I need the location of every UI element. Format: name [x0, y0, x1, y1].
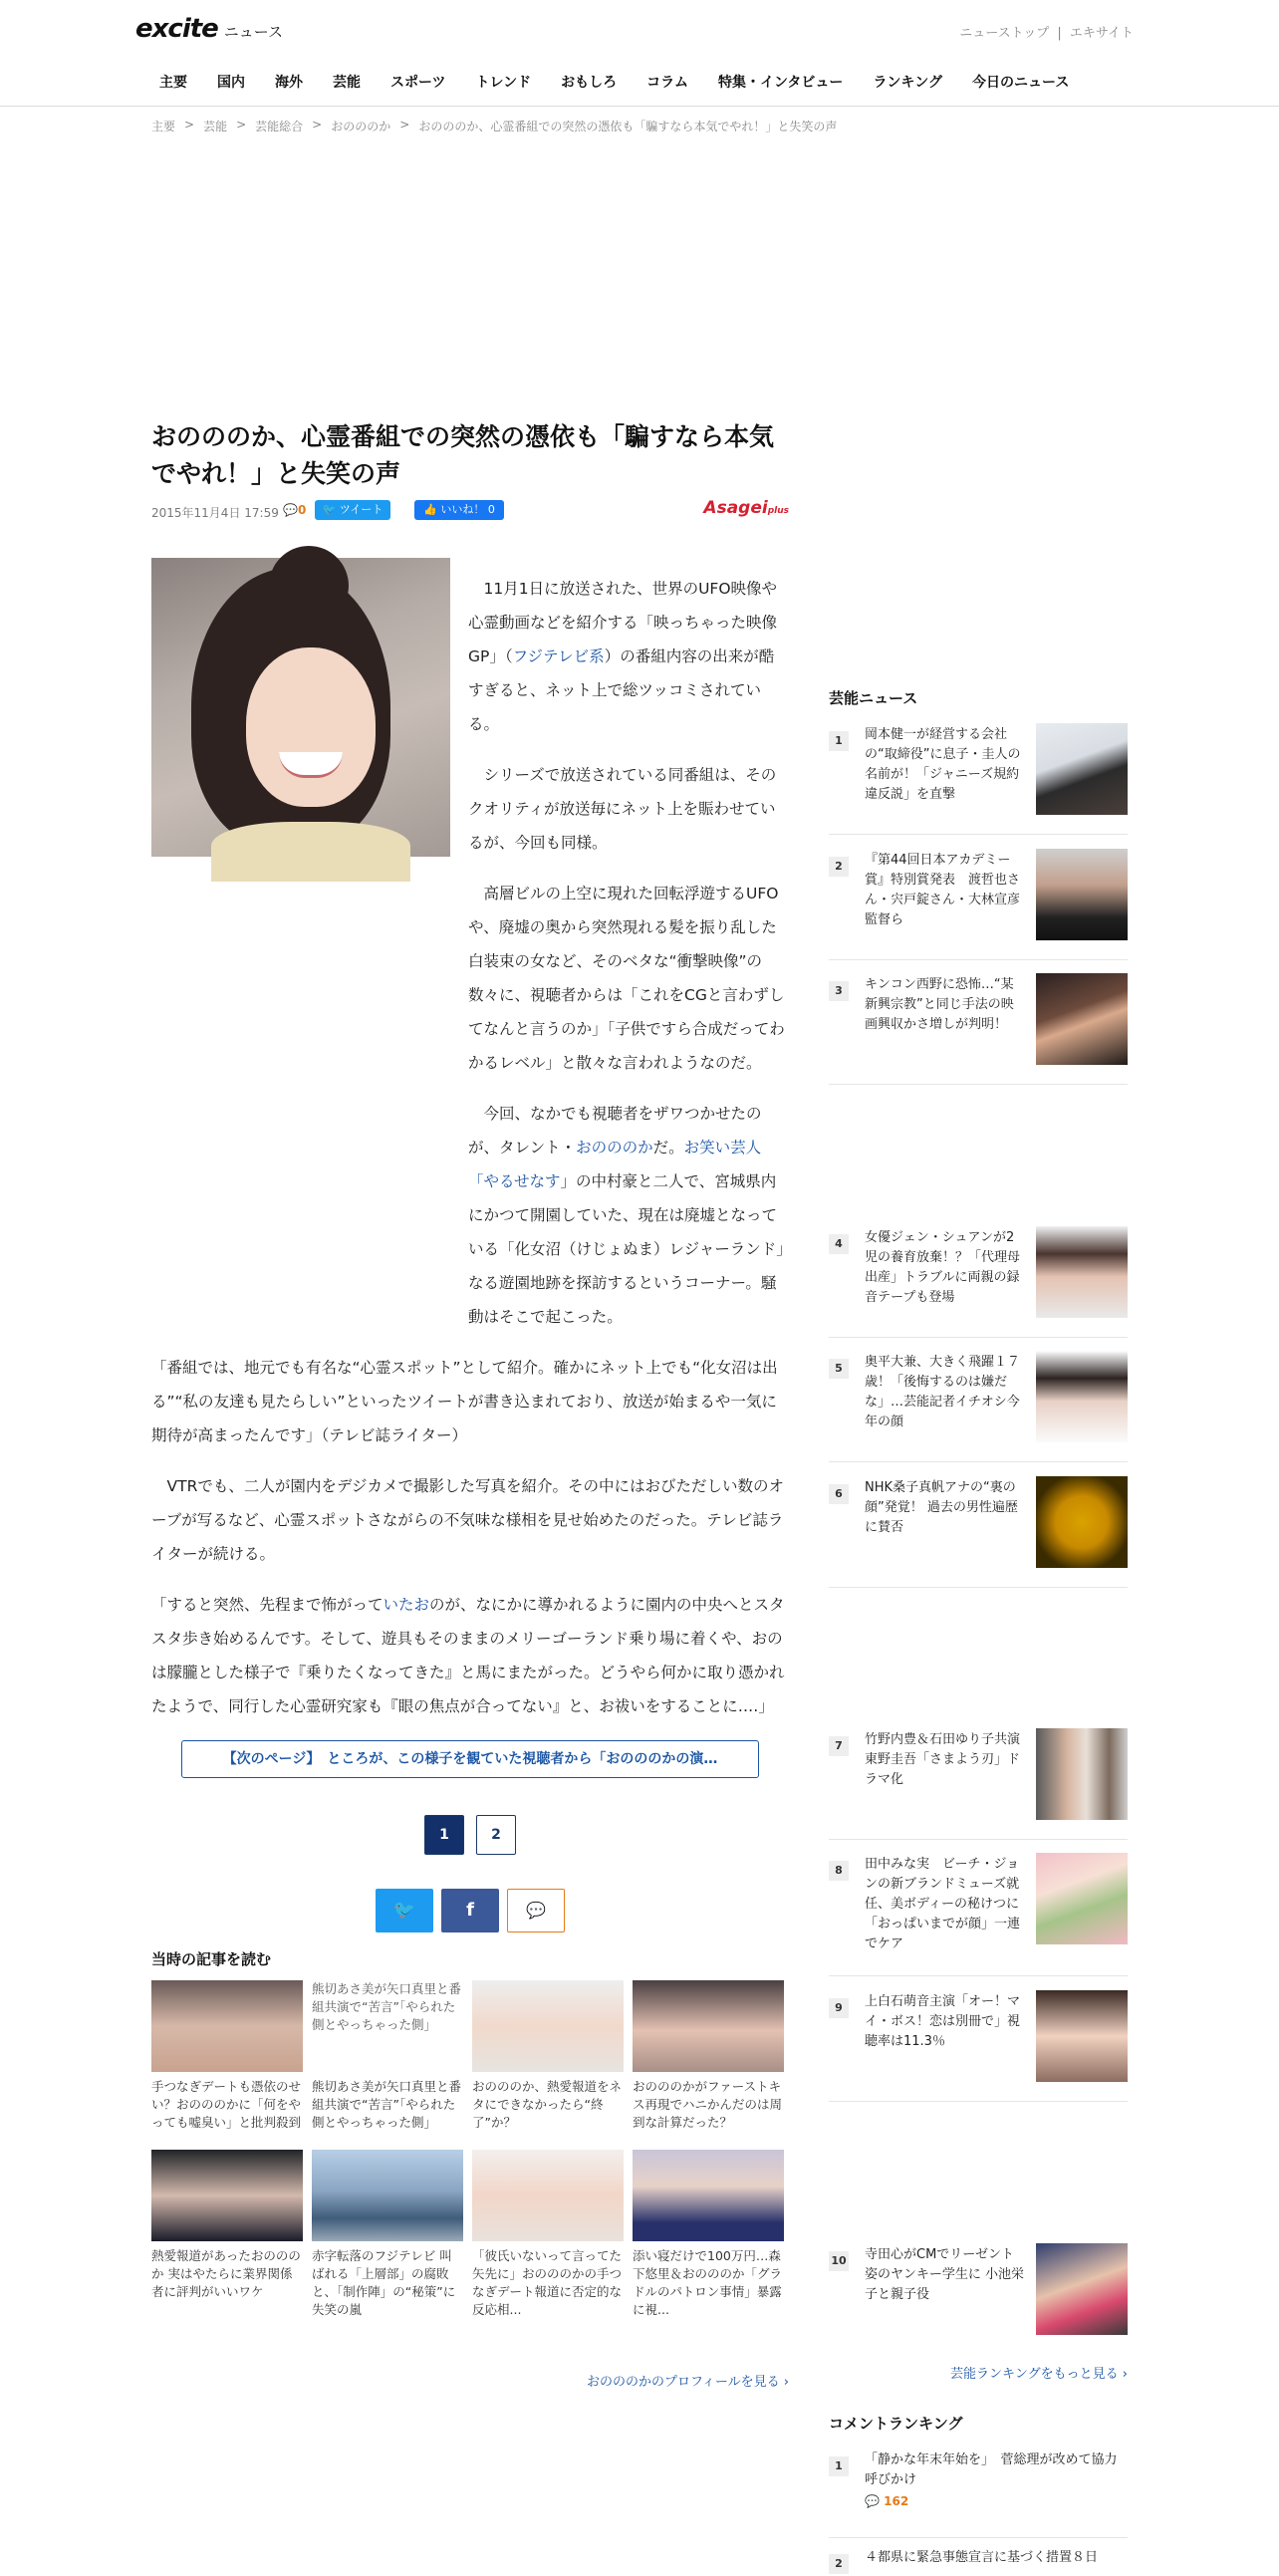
rank-number: 9	[829, 1998, 849, 2018]
rank-headline: 「静かな年末年始を」 菅総理が改めて協力呼びかけ	[865, 2452, 1118, 2487]
nav-item-funny[interactable]: おもしろ	[561, 75, 618, 91]
related-item[interactable]	[633, 2150, 784, 2319]
related-thumbnail	[472, 1980, 624, 2072]
paragraph-1	[468, 558, 789, 741]
logo-sub: ニュース	[223, 23, 284, 41]
onononoka-link[interactable]: おのののか	[576, 1139, 653, 1157]
article-photo	[151, 558, 450, 857]
breadcrumb-item[interactable]: 主要	[151, 120, 176, 133]
p4-text-c: 」の中村豪と二人で、宮城県内にかつて開園していた、現在は廃墟となっている「化女沼（けじょぬま）レジャーランド」なる遊園地跡を探訪するというコーナー。騒動はそこで起こった。	[468, 1172, 785, 1326]
nav-item-ranking[interactable]: ランキング	[873, 75, 943, 91]
profile-link[interactable]: おのののかのプロフィールを見る ›	[586, 2375, 789, 2390]
tweet-label: ツイート	[339, 503, 384, 516]
photo-face	[246, 647, 376, 807]
pagination	[151, 1815, 789, 1855]
photo-shoulder	[211, 822, 410, 882]
article-meta	[151, 500, 789, 530]
rank-thumbnail	[1036, 1853, 1128, 1944]
rank-thumbnail	[1036, 723, 1128, 815]
twitter-icon: 🐦	[322, 503, 340, 516]
related-thumbnail	[151, 1980, 303, 2072]
nav-item-today[interactable]: 今日のニュース	[972, 75, 1070, 91]
related-item[interactable]	[151, 2150, 303, 2319]
related-thumbnail-alt: 熊切あさ美が矢口真里と番組共演で“苦言”「やられた側とやっちゃった側」	[312, 1981, 462, 2032]
related-item[interactable]	[633, 1980, 784, 2132]
rank-thumbnail	[1036, 1990, 1128, 2082]
related-item-title: 「彼氏いないって言ってた矢先に」おのののかの手つなぎデート報道に否定的な反応相...	[472, 2248, 623, 2317]
rank-thumbnail	[1036, 1351, 1128, 1442]
ranking-item[interactable]	[829, 1226, 1128, 1338]
related-thumbnail	[472, 2150, 624, 2241]
p4-text-b: だ。	[652, 1139, 684, 1157]
related-item-title: 赤字転落のフジテレビ 叫ばれる「上層部」の腐敗と、「制作陣」の“秘策”に失笑の嵐	[312, 2248, 456, 2317]
comment-ranking-item[interactable]	[829, 2448, 1128, 2538]
rank-thumbnail	[1036, 1728, 1128, 1820]
rank-number: 2	[829, 857, 849, 877]
related-item-title: 添い寝だけで100万円…森下悠里＆おのののか「グラドルのパトロン事情」暴露に視...	[633, 2248, 783, 2317]
nav-item-sports[interactable]: スポーツ	[390, 75, 446, 91]
site-header	[0, 0, 1279, 107]
breadcrumb-item[interactable]: 芸能総合	[255, 120, 304, 133]
breadcrumb-current: おのののか、心霊番組での突然の憑依も「騙すなら本気でやれ！」と失笑の声	[418, 120, 838, 133]
article-body	[151, 558, 789, 1778]
rank-thumbnail	[1036, 973, 1128, 1065]
rank-headline: 『第44回日本アカデミー賞』特別賞発表 渡哲也さん・宍戸錠さん・大林宣彦監督ら	[865, 853, 1021, 927]
rank-headline: 竹野内豊＆石田ゆり子共演 東野圭吾「さまよう刃」ドラマ化	[865, 1732, 1021, 1787]
ranking-title: 芸能ニュース	[829, 689, 918, 707]
rank-number: 1	[829, 731, 849, 751]
rank-headline: 岡本健一が経営する会社の“取締役”に息子・圭人の名前が！「ジャニーズ規約違反説」を直撃	[865, 727, 1021, 802]
rank-number: 3	[829, 981, 849, 1001]
ranking-item[interactable]	[829, 849, 1128, 960]
itao-link[interactable]: いたお	[383, 1596, 430, 1614]
ranking-item[interactable]	[829, 1476, 1128, 1588]
related-item[interactable]	[472, 1980, 624, 2132]
ranking-item[interactable]	[829, 1853, 1128, 1976]
related-item-title: 手つなぎデートも憑依のせい？おのののかに「何をやっても嘘臭い」と批判殺到	[151, 2079, 302, 2130]
share-buttons	[151, 1889, 789, 1932]
thumbs-up-icon: 👍	[423, 503, 441, 516]
rank-number: 5	[829, 1359, 849, 1379]
breadcrumb	[151, 118, 837, 134]
rank-number: 7	[829, 1736, 849, 1756]
breadcrumb-sep: >	[184, 118, 195, 131]
related-thumbnail	[312, 2150, 463, 2241]
rank-number: 4	[829, 1234, 849, 1254]
rank-number: 2	[829, 2554, 849, 2574]
publish-date: 2015年11月4日 17:59	[151, 506, 279, 520]
related-item-title: 熱愛報道があったおのののか 実はやたらに業界関係者に評判がいいワケ	[151, 2248, 301, 2299]
ranking-item[interactable]	[829, 723, 1128, 835]
rank-number: 1	[829, 2456, 849, 2476]
related-title: 当時の記事を読む	[151, 1950, 272, 1968]
nav-item-entertainment[interactable]: 芸能	[333, 75, 361, 91]
page-1-button[interactable]: 1	[424, 1815, 464, 1855]
rank-headline: ４都県に緊急事態宣言に基づく措置８日	[865, 2550, 1099, 2565]
related-item-title: 熊切あさ美が矢口真里と番組共演で“苦言”「やられた側とやっちゃった側」	[312, 2079, 462, 2130]
related-item-title: おのののか、熱愛報道をネタにできなかったら“終了”か？	[472, 2079, 623, 2130]
rank-headline: 奥平大兼、大きく飛躍１７歳！「後悔するのは嫌だな」…芸能記者イチオシ今年の顔	[865, 1355, 1021, 1429]
comment-ranking-title: コメントランキング	[829, 2415, 963, 2433]
comment-icon: 💬	[283, 503, 298, 517]
rank-thumbnail	[1036, 1476, 1128, 1568]
nav-item-main[interactable]: 主要	[159, 75, 187, 91]
rank-headline: 女優ジェン・シュアンが2児の養育放棄！？「代理母出産」トラブルに両親の録音テープも登場	[865, 1230, 1021, 1305]
paragraph-3: 高層ビルの上空に現れた回転浮遊するUFOや、廃墟の奥から突然現れる髪を振り乱した白装束の女など、そのベタな“衝撃映像”の数々に、視聴者からは「これをCGと言わずしてなんと言うのか」「子供ですら合成だってわかるレベル」と散々な言われようなのだ。	[468, 885, 785, 1072]
rank-number: 10	[829, 2251, 849, 2271]
p4-text-a: 今回、なかでも視聴者をザワつかせたのが、タレント・	[468, 1105, 762, 1157]
source-name: Asagei	[703, 498, 768, 518]
rank-number: 8	[829, 1861, 849, 1881]
related-grid	[151, 1980, 789, 2319]
facebook-share-icon[interactable]: f	[441, 1889, 499, 1932]
comment-count-value: 162	[884, 2494, 909, 2508]
related-item[interactable]	[312, 1980, 463, 2132]
comment-share-icon[interactable]: 💬	[507, 1889, 565, 1932]
tweet-button[interactable]	[315, 500, 390, 520]
nav-item-overseas[interactable]: 海外	[275, 75, 303, 91]
rank-headline: 上白石萌音主演「オー！マイ・ボス！恋は別冊で」視聴率は11.3％	[865, 1994, 1021, 2049]
p7-text-b: のが、なにかに導かれるように園内の中央へとスタスタ歩き始めるんです。そして、遊具もそのままのメリーゴーランド乗り場に着くや、おのは朦朧とした様子で『乗りたくなってきた』と馬にまたがった。どうやら何かに取り憑かれたようで、同行した心霊研究家も『眼の焦点が合ってない』と、お祓いをすることに‥‥」	[151, 1596, 785, 1715]
breadcrumb-item[interactable]: 芸能	[203, 120, 228, 133]
rank-thumbnail	[1036, 2243, 1128, 2335]
p7-text-a: 「すると突然、先程まで怖がって	[151, 1596, 384, 1614]
global-nav	[159, 72, 1069, 92]
related-item[interactable]	[472, 2150, 624, 2319]
comment-count[interactable]	[283, 503, 306, 517]
paragraph-6: VTRでも、二人が園内をデジカメで撮影した写真を紹介。その中にはおびただしい数のオーブが写るなど、心霊スポットさながらの不気味な様相を見せ始めたのだった。テレビ誌ライターが続ける。	[151, 1477, 785, 1563]
ranking-item[interactable]	[829, 1728, 1128, 1840]
fujitv-link[interactable]: フジテレビ系	[512, 647, 605, 665]
ranking-item[interactable]	[829, 973, 1128, 1085]
ranking-item[interactable]	[829, 1990, 1128, 2102]
nav-item-domestic[interactable]: 国内	[217, 75, 245, 91]
related-thumbnail	[633, 2150, 784, 2241]
p1-text-b: ）の番組内容の出来が酷すぎると、ネット上で総ツッコミされている。	[468, 647, 775, 733]
paragraph-2: シリーズで放送されている同番組は、そのクオリティが放送毎にネット上を賑わせているが、今回も同様。	[468, 766, 777, 852]
like-button[interactable]	[414, 500, 504, 520]
news-top-link[interactable]: ニューストップ	[959, 26, 1050, 41]
logo-mark: excite	[135, 14, 218, 44]
like-label: いいね！ 0	[440, 503, 495, 516]
breadcrumb-sep: >	[399, 118, 410, 131]
rank-headline: キンコン西野に恐怖…“某新興宗教”と同じ手法の映画興収かさ増しが判明！	[865, 977, 1014, 1032]
comment-count-value: 0	[297, 503, 307, 517]
comment-count-badge	[865, 2494, 908, 2508]
excite-link[interactable]: エキサイト	[1069, 26, 1134, 41]
next-page-button[interactable]: 【次のページ】 ところが、この様子を観ていた視聴者から「おのののかの演…	[181, 1740, 759, 1778]
paragraph-4	[151, 1097, 789, 1334]
related-item[interactable]	[151, 1980, 303, 2132]
source-sub: plus	[767, 506, 789, 516]
p1-text-a: 11月1日に放送された、世界のUFO映像や心霊動画などを紹介する「映っちゃった映像GP」（	[468, 580, 778, 665]
rank-thumbnail	[1036, 1226, 1128, 1318]
photo-hair-bun	[269, 546, 349, 626]
nav-item-trend[interactable]: トレンド	[475, 75, 532, 91]
related-thumbnail	[151, 2150, 303, 2241]
related-item[interactable]	[312, 2150, 463, 2319]
breadcrumb-item[interactable]: おのののか	[331, 120, 391, 133]
paragraph-5: 「番組では、地元でも有名な“心霊スポット”として紹介。確かにネット上でも“化女沼は出る”“私の友達も見たらしい”といったツイートが書き込まれており、放送が始まるや一気に期待が高まったんです」（テレビ誌ライター）	[151, 1359, 778, 1444]
breadcrumb-sep: >	[312, 118, 323, 131]
rank-thumbnail	[1036, 849, 1128, 940]
top-links	[957, 22, 1136, 41]
twitter-share-icon[interactable]: 🐦	[376, 1889, 433, 1932]
article-title: おのののか、心霊番組での突然の憑依も「騙すなら本気でやれ！」と失笑の声	[151, 422, 775, 488]
rank-headline: NHK桑子真帆アナの“裏の顔”発覚！ 過去の男性遍歴に賛否	[865, 1480, 1018, 1535]
comment-icon: 💬	[865, 2494, 885, 2508]
page-2-button[interactable]: 2	[476, 1815, 516, 1855]
related-item-title: おのののかがファーストキス再現でハニかんだのは周到な計算だった？	[633, 2079, 783, 2130]
article	[151, 418, 789, 1778]
paragraph-7	[151, 1588, 789, 1723]
rank-headline: 寺田心がCMでリーゼント姿のヤンキー学生に 小池栄子と親子役	[865, 2247, 1025, 2302]
more-ranking-link[interactable]: 芸能ランキングをもっと見る ›	[950, 2367, 1128, 2382]
comment-ranking-item[interactable]	[829, 2546, 1128, 2576]
breadcrumb-sep: >	[236, 118, 247, 131]
nav-item-feature[interactable]: 特集・インタビュー	[717, 75, 844, 91]
ranking-item[interactable]	[829, 1351, 1128, 1462]
ranking-item[interactable]	[829, 2243, 1128, 2343]
top-links-sep: |	[1057, 26, 1062, 41]
source-logo[interactable]	[703, 498, 789, 518]
yarusenasu-link[interactable]: お笑い芸人「やるせなす	[468, 1139, 762, 1190]
nav-item-column[interactable]: コラム	[646, 75, 688, 91]
rank-headline: 田中みな実 ビーチ・ジョンの新ブランドミューズ就任、美ボディーの秘けつに「おっぱいまでが顔」一連でケア	[865, 1857, 1021, 1951]
related-thumbnail	[633, 1980, 784, 2072]
excite-news-logo[interactable]	[135, 14, 283, 44]
rank-number: 6	[829, 1484, 849, 1504]
